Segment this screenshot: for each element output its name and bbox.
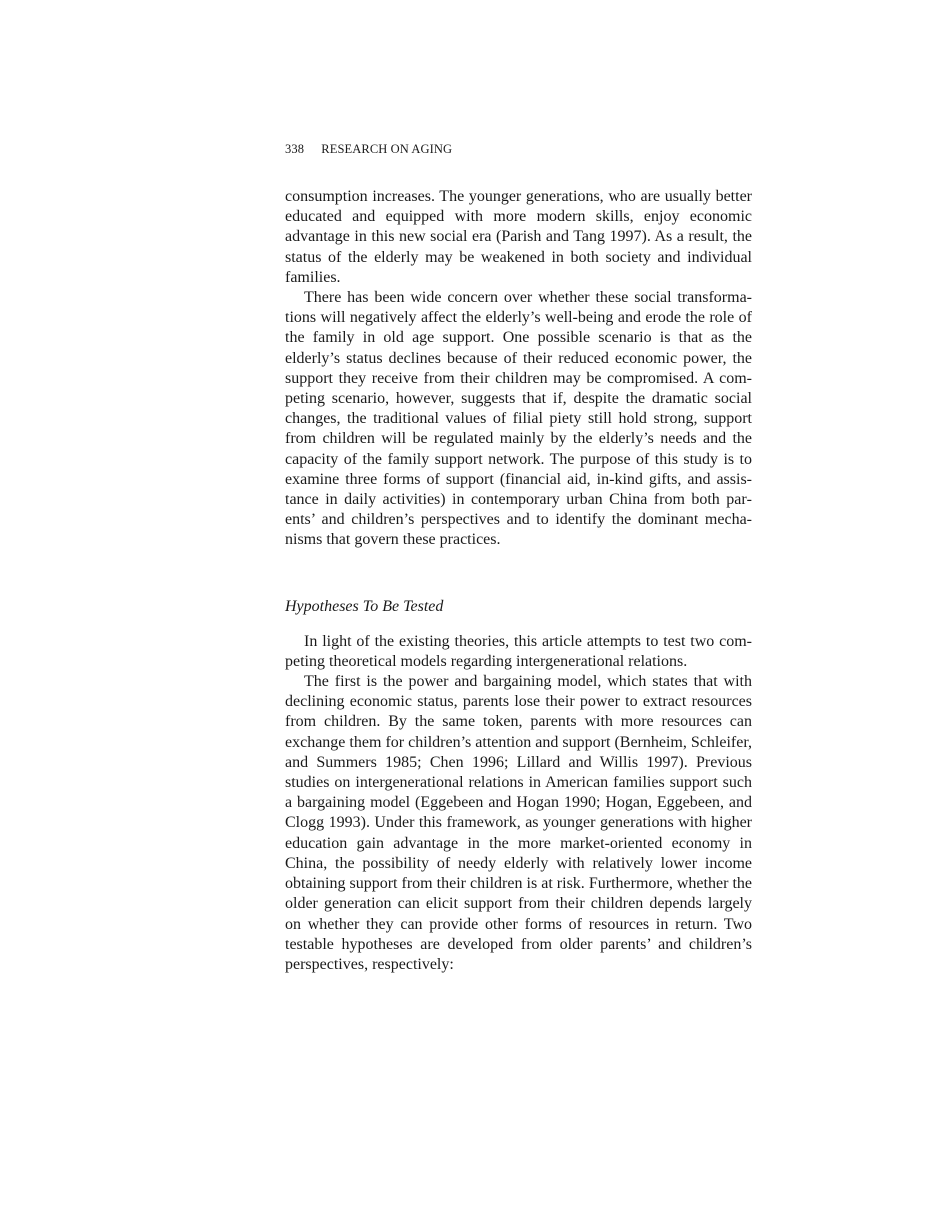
- journal-title: RESEARCH ON AGING: [321, 142, 453, 156]
- body-paragraph-4: The first is the power and bargaining model, which states that with declining economic status, parents lose their power to extract resources from children. By the same token, parents with more resources can exchange them for children’s attention and support (Bernheim, Schleifer, and Summers 1985; Chen 1996; Lillard and Willis 1997). Previous studies on intergenerational relations in American families support such a bargaining model (Eggebeen and Hogan 1990; Hogan, Eggebeen, and Clogg 1993). Under this framework, as younger generations with higher education gain advantage in the more market-oriented economy in China, the possibility of needy elderly with relatively lower income obtaining support from their children is at risk. Furthermore, whether the older generation can elicit support from their children depends largely on whether they can provide other forms of resources in return. Two testable hypotheses are developed from older parents’ and children’s perspectives, respectively:: [285, 673, 752, 973]
- section-heading: Hypotheses To Be Tested: [285, 597, 444, 615]
- body-paragraph-3: In light of the existing theories, this article attempts to test two competing theoretical models regarding intergenerational relations.: [285, 632, 752, 670]
- page-number: 338: [285, 142, 305, 156]
- running-head: [285, 142, 452, 157]
- article-body: [285, 187, 752, 975]
- body-paragraph-2: There has been wide concern over whether these social transformations will negatively affect the elderly’s well-being and erode the role of the family in old age support. One possible scenario is that as the elderly’s status declines because of their reduced economic power, the support they receive from their children may be compromised. A competing scenario, however, suggests that if, despite the dramatic social changes, the traditional values of filial piety still hold strong, support from children will be regulated mainly by the elderly’s needs and the capacity of the family support network. The purpose of this study is to examine three forms of support (financial aid, in-kind gifts, and assistance in daily activities) in contemporary urban China from both parents’ and children’s perspectives and to identify the dominant mechanisms that govern these practices.: [285, 289, 752, 549]
- body-paragraph-1: consumption increases. The younger generations, who are usually better educated and equipped with more modern skills, enjoy economic advantage in this new social era (Parish and Tang 1997). As a result, the status of the elderly may be weakened in both society and individual families.: [285, 188, 752, 286]
